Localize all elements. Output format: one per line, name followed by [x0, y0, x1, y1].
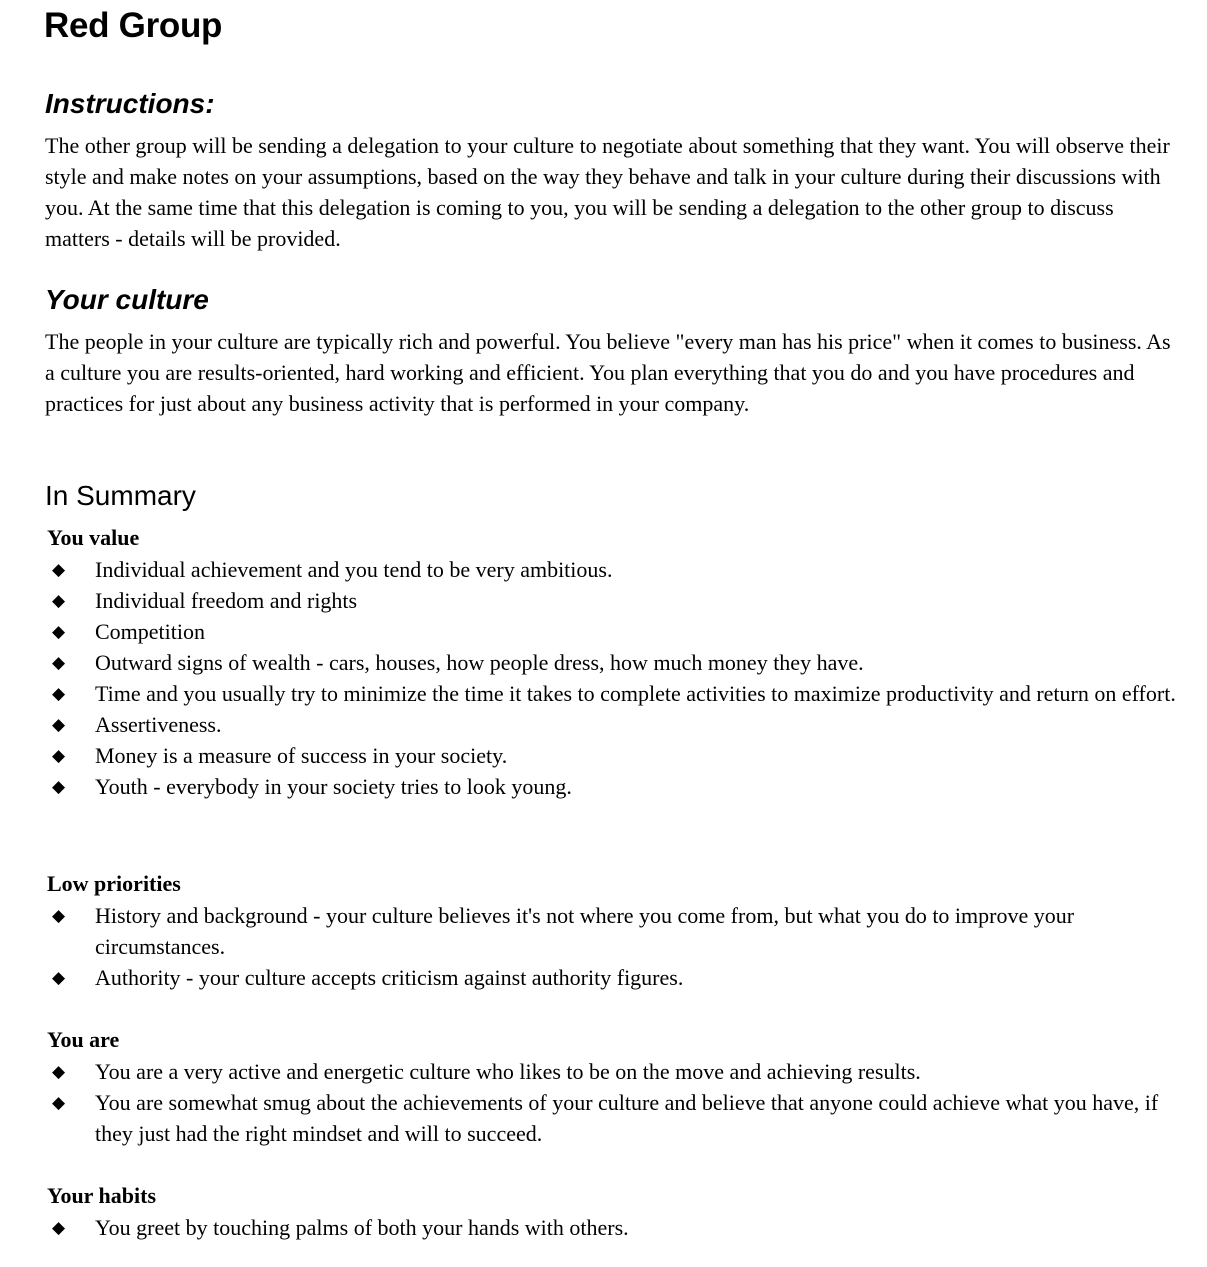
list-item-text: Money is a measure of success in your society. [95, 743, 508, 768]
low-priorities-label: Low priorities [47, 871, 181, 896]
list-item [47, 771, 1177, 802]
diamond-bullet-icon: ◆ [52, 968, 66, 987]
diamond-bullet-icon: ◆ [52, 622, 66, 641]
list-item [47, 1212, 1177, 1243]
low-priorities-list [47, 900, 1177, 993]
list-item [47, 585, 1177, 616]
diamond-bullet-icon: ◆ [52, 653, 66, 672]
list-item [47, 678, 1177, 709]
list-item-text: Competition [95, 619, 205, 644]
list-item [47, 647, 1177, 678]
you-are-label: You are [47, 1027, 120, 1052]
list-item-text: Authority - your culture accepts criticism against authority figures. [95, 965, 684, 990]
culture-heading: Your culture [45, 284, 209, 315]
list-item [47, 740, 1177, 771]
diamond-bullet-icon: ◆ [52, 560, 66, 579]
list-item [47, 554, 1177, 585]
you-value-label: You value [47, 525, 140, 550]
list-item-text: You greet by touching palms of both your hands with others. [95, 1215, 629, 1240]
your-habits-label: Your habits [47, 1183, 157, 1208]
diamond-bullet-icon: ◆ [52, 1062, 66, 1081]
diamond-bullet-icon: ◆ [52, 1218, 66, 1237]
diamond-bullet-icon: ◆ [52, 684, 66, 703]
list-item [47, 1056, 1177, 1087]
diamond-bullet-icon: ◆ [52, 746, 66, 765]
summary-heading: In Summary [45, 480, 196, 511]
diamond-bullet-icon: ◆ [52, 715, 66, 734]
diamond-bullet-icon: ◆ [52, 906, 66, 925]
diamond-bullet-icon: ◆ [52, 591, 66, 610]
page-title: Red Group [44, 6, 223, 45]
you-value-list [47, 554, 1177, 802]
list-item [47, 709, 1177, 740]
list-item [47, 900, 1177, 962]
diamond-bullet-icon: ◆ [52, 777, 66, 796]
instructions-heading: Instructions: [45, 88, 215, 119]
culture-text: The people in your culture are typically rich and powerful. You believe "every man has his price" when it comes to business. As a culture you are results-oriented, hard working and efficient. You plan everything that you do and you have procedures and practices for just about any business activity that is performed in your company. [45, 329, 1171, 416]
list-item-text: Individual freedom and rights [95, 588, 358, 613]
list-item [47, 1087, 1177, 1149]
list-item-text: Youth - everybody in your society tries to look young. [95, 774, 572, 799]
your-habits-list [47, 1212, 1177, 1243]
list-item-text: Time and you usually try to minimize the time it takes to complete activities to maximize productivity and return on effort. [95, 681, 1176, 706]
diamond-bullet-icon: ◆ [52, 1093, 66, 1112]
list-item-text: You are somewhat smug about the achievements of your culture and believe that anyone could achieve what you have, if they just had the right mindset and will to succeed. [95, 1090, 1159, 1146]
instructions-text: The other group will be sending a delegation to your culture to negotiate about something that they want. You will observe their style and make notes on your assumptions, based on the way they behave and talk in your culture during their discussions with you. At the same time that this delegation is coming to you, you will be sending a delegation to the other group to discuss matters - details will be provided. [45, 133, 1170, 251]
list-item-text: Assertiveness. [95, 712, 222, 737]
list-item [47, 962, 1177, 993]
list-item [47, 616, 1177, 647]
list-item-text: You are a very active and energetic culture who likes to be on the move and achieving results. [95, 1059, 921, 1084]
list-item-text: Individual achievement and you tend to be very ambitious. [95, 557, 613, 582]
you-are-list [47, 1056, 1177, 1149]
list-item-text: History and background - your culture believes it's not where you come from, but what you do to improve your circumstances. [95, 903, 1075, 959]
list-item-text: Outward signs of wealth - cars, houses, how people dress, how much money they have. [95, 650, 864, 675]
